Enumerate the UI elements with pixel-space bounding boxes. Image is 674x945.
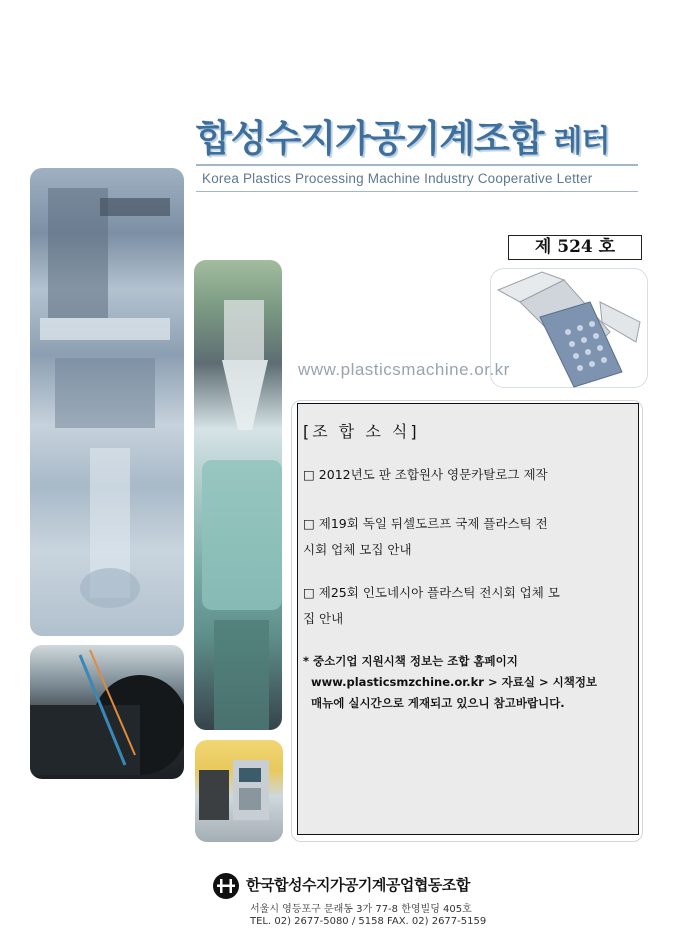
news-heading: [조 합 소 식]: [303, 422, 420, 441]
extrusion-photo: [30, 645, 184, 779]
issue-number: 제 524 호: [508, 235, 642, 260]
extrusion-photo-art: [30, 645, 184, 779]
organization-address: 서울시 영등포구 문래동 3가 77-8 한영빌딩 405호: [250, 904, 472, 915]
organization-contact: TEL. 02) 2677-5080 / 5158 FAX. 02) 2677-5159: [250, 916, 487, 927]
english-subtitle: Korea Plastics Processing Machine Industry Cooperative Letter: [202, 171, 593, 186]
news-item: [303, 462, 633, 488]
website-url[interactable]: www.plasticsmachine.or.kr: [298, 360, 510, 379]
news-item-line: 시회 업체 모집 안내: [303, 542, 412, 557]
title-suffix: 레터: [553, 124, 610, 159]
control-panel-photo-art: [195, 740, 283, 842]
support-notice: [303, 651, 597, 714]
news-item-line: 집 안내: [303, 611, 344, 626]
title-main: 합성수지가공기계조합: [196, 117, 544, 160]
phone-housing-illustration: [490, 262, 646, 392]
notice-line: 매뉴에 실시간으로 게재되고 있으니 참고바랍니다.: [311, 696, 565, 710]
newsletter-title: [196, 108, 609, 162]
title-divider-top: [196, 164, 638, 166]
machine-photo-tall-art: [30, 168, 184, 636]
organization-name: 한국합성수지가공기계공업협동조합: [246, 876, 470, 894]
cooperative-logo-glyph: [213, 873, 239, 899]
title-divider-bottom: [196, 191, 638, 192]
control-panel-photo: [195, 740, 283, 842]
machine-photo-tall: [30, 168, 184, 636]
news-item-line: □ 제25회 인도네시아 플라스틱 전시회 업체 모: [303, 585, 560, 600]
news-item-line: □ 2012년도 판 조합원사 영문카탈로그 제작: [303, 467, 548, 482]
news-item: [303, 580, 633, 632]
news-item-line: □ 제19회 독일 뒤셀도르프 국제 플라스틱 전: [303, 516, 548, 531]
notice-line: * 중소기업 지원시책 정보는 조합 홈페이지: [303, 654, 518, 668]
cooperative-logo-icon: [213, 873, 239, 899]
notice-line-link[interactable]: www.plasticsmzchine.or.kr > 자료실 > 시책정보: [311, 675, 598, 689]
news-item: [303, 511, 633, 563]
machine-photo-green: [194, 260, 282, 730]
machine-photo-green-art: [194, 260, 282, 730]
